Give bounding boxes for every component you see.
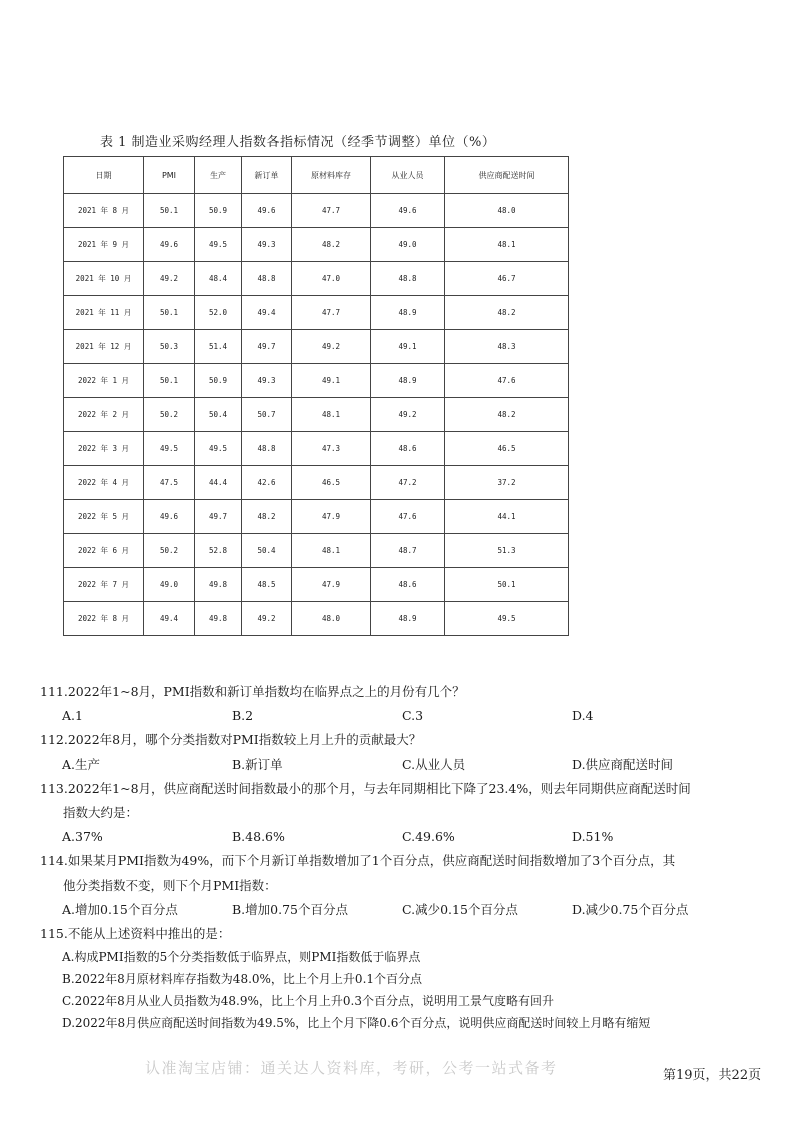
option[interactable]: D.51% — [572, 829, 614, 845]
question-114-stem-cont: 他分类指数不变，则下个月PMI指数： — [63, 877, 277, 893]
table-cell: 48.0 — [292, 602, 371, 636]
table-cell: 48.6 — [371, 432, 445, 466]
option[interactable]: B.新订单 — [232, 756, 283, 772]
table-row — [64, 262, 569, 296]
table-cell: 48.2 — [292, 228, 371, 262]
header-new-orders: 新订单 — [242, 157, 292, 194]
question-114-stem: 114.如果某月PMI指数为49%，而下个月新订单指数增加了1个百分点，供应商配送时间指数增加了3个百分点，其 — [40, 853, 676, 869]
option[interactable]: B.2 — [232, 708, 254, 724]
table-cell: 49.2 — [144, 262, 195, 296]
question-114-options — [40, 898, 770, 922]
table-cell: 2022 年 5 月 — [64, 500, 144, 534]
table-row — [64, 228, 569, 262]
table-row — [64, 364, 569, 398]
table-cell: 48.6 — [371, 568, 445, 602]
table-cell: 42.6 — [242, 466, 292, 500]
table-cell: 49.5 — [195, 432, 242, 466]
table-cell: 48.0 — [445, 194, 569, 228]
table-cell: 2022 年 6 月 — [64, 534, 144, 568]
table-cell: 50.9 — [195, 194, 242, 228]
option[interactable]: A.生产 — [62, 756, 101, 772]
table-cell: 49.3 — [242, 228, 292, 262]
table-row — [64, 534, 569, 568]
table-cell: 50.1 — [445, 568, 569, 602]
table-title: 表 1 制造业采购经理人指数各指标情况（经季节调整）单位（%） — [100, 135, 496, 150]
table-cell: 49.4 — [144, 602, 195, 636]
table-cell: 49.8 — [195, 602, 242, 636]
table-cell: 49.2 — [242, 602, 292, 636]
option[interactable]: A.增加0.15个百分点 — [62, 901, 178, 917]
table-cell: 47.7 — [292, 194, 371, 228]
table-cell: 49.5 — [144, 432, 195, 466]
table-cell: 2021 年 8 月 — [64, 194, 144, 228]
table-cell: 47.0 — [292, 262, 371, 296]
table-cell: 47.6 — [371, 500, 445, 534]
table-cell: 49.4 — [242, 296, 292, 330]
option[interactable]: A.37% — [62, 829, 103, 845]
option[interactable]: B.增加0.75个百分点 — [232, 901, 348, 917]
table-row — [64, 432, 569, 466]
table-cell: 51.4 — [195, 330, 242, 364]
table-cell: 47.2 — [371, 466, 445, 500]
table-cell: 49.7 — [242, 330, 292, 364]
table-cell: 46.7 — [445, 262, 569, 296]
table-cell: 52.8 — [195, 534, 242, 568]
option[interactable]: A.构成PMI指数的5个分类指数低于临界点，则PMI指数低于临界点 — [62, 950, 421, 965]
table-cell: 48.7 — [371, 534, 445, 568]
option[interactable]: C.从业人员 — [402, 756, 466, 772]
table-cell: 47.9 — [292, 568, 371, 602]
table-cell: 44.1 — [445, 500, 569, 534]
table-cell: 49.2 — [371, 398, 445, 432]
table-cell: 48.8 — [242, 432, 292, 466]
table-cell: 48.4 — [195, 262, 242, 296]
option[interactable]: C.49.6% — [402, 829, 455, 845]
header-employment: 从业人员 — [371, 157, 445, 194]
table-cell: 50.3 — [144, 330, 195, 364]
table-cell: 50.2 — [144, 398, 195, 432]
table-cell: 49.2 — [292, 330, 371, 364]
table-body — [64, 194, 569, 636]
pmi-data-table — [63, 156, 569, 636]
questions-section — [40, 680, 770, 1034]
table-row — [64, 568, 569, 602]
table-cell: 50.9 — [195, 364, 242, 398]
table-cell: 50.1 — [144, 296, 195, 330]
watermark-text: 认准淘宝店铺：通关达人资料库，考研，公考一站式备考 — [145, 1059, 558, 1077]
table-cell: 48.8 — [242, 262, 292, 296]
table-cell: 48.8 — [371, 262, 445, 296]
table-cell: 49.3 — [242, 364, 292, 398]
table-cell: 2022 年 7 月 — [64, 568, 144, 602]
option[interactable]: B.2022年8月原材料库存指数为48.0%，比上个月上升0.1个百分点 — [62, 972, 423, 987]
table-cell: 49.5 — [445, 602, 569, 636]
option[interactable]: B.48.6% — [232, 829, 285, 845]
table-cell: 51.3 — [445, 534, 569, 568]
table-cell: 48.1 — [445, 228, 569, 262]
table-cell: 2022 年 8 月 — [64, 602, 144, 636]
table-cell: 49.6 — [144, 500, 195, 534]
table-row — [64, 602, 569, 636]
table-cell: 48.9 — [371, 602, 445, 636]
table-cell: 46.5 — [445, 432, 569, 466]
header-pmi: PMI — [144, 157, 195, 194]
question-113-options — [40, 825, 770, 849]
table-cell: 50.1 — [144, 364, 195, 398]
table-cell: 49.5 — [195, 228, 242, 262]
table-cell: 49.6 — [242, 194, 292, 228]
question-111-stem: 111.2022年1~8月，PMI指数和新订单指数均在临界点之上的月份有几个？ — [40, 684, 465, 699]
table-cell: 48.5 — [242, 568, 292, 602]
table-cell: 48.1 — [292, 398, 371, 432]
table-cell: 49.7 — [195, 500, 242, 534]
table-cell: 47.9 — [292, 500, 371, 534]
option[interactable]: C.减少0.15个百分点 — [402, 901, 518, 917]
table-cell: 2021 年 12 月 — [64, 330, 144, 364]
table-cell: 50.4 — [242, 534, 292, 568]
header-production: 生产 — [195, 157, 242, 194]
question-112-stem: 112.2022年8月，哪个分类指数对PMI指数较上月上升的贡献最大？ — [40, 732, 422, 748]
table-cell: 49.1 — [371, 330, 445, 364]
table-row — [64, 194, 569, 228]
table-cell: 2021 年 9 月 — [64, 228, 144, 262]
table-cell: 50.7 — [242, 398, 292, 432]
table-cell: 47.6 — [445, 364, 569, 398]
question-113-stem-cont: 指数大约是： — [63, 805, 139, 821]
table-cell: 48.9 — [371, 296, 445, 330]
table-cell: 52.0 — [195, 296, 242, 330]
table-cell: 50.4 — [195, 398, 242, 432]
option[interactable]: D.2022年8月供应商配送时间指数为49.5%，比上个月下降0.6个百分点，说明供应商配送时间较上月略有缩短 — [62, 1016, 651, 1031]
table-cell: 47.7 — [292, 296, 371, 330]
table-cell: 46.5 — [292, 466, 371, 500]
table-cell: 2021 年 10 月 — [64, 262, 144, 296]
table-row — [64, 398, 569, 432]
question-113-stem: 113.2022年1~8月，供应商配送时间指数最小的那个月，与去年同期相比下降了23.4%，则去年同期供应商配送时间 — [40, 780, 691, 796]
table-cell: 2021 年 11 月 — [64, 296, 144, 330]
table-cell: 50.2 — [144, 534, 195, 568]
table-cell: 48.2 — [445, 296, 569, 330]
header-raw-material-inventory: 原材料库存 — [292, 157, 371, 194]
table-cell: 49.6 — [144, 228, 195, 262]
header-supplier-delivery-time: 供应商配送时间 — [445, 157, 569, 194]
table-cell: 50.1 — [144, 194, 195, 228]
option[interactable]: C.3 — [402, 708, 424, 724]
table-cell: 48.2 — [242, 500, 292, 534]
table-cell: 48.9 — [371, 364, 445, 398]
table-row — [64, 466, 569, 500]
table-cell: 49.0 — [371, 228, 445, 262]
table-cell: 47.3 — [292, 432, 371, 466]
table-cell: 49.8 — [195, 568, 242, 602]
table-cell: 47.5 — [144, 466, 195, 500]
option[interactable]: D.减少0.75个百分点 — [572, 901, 689, 917]
table-cell: 49.0 — [144, 568, 195, 602]
page-number: 第19页，共22页 — [663, 1068, 762, 1083]
option[interactable]: C.2022年8月从业人员指数为48.9%，比上个月上升0.3个百分点，说明用工景气度略有回升 — [62, 994, 554, 1009]
table-cell: 49.1 — [292, 364, 371, 398]
table-header-row — [64, 157, 569, 194]
table-cell: 2022 年 1 月 — [64, 364, 144, 398]
table-cell: 48.3 — [445, 330, 569, 364]
table-row — [64, 330, 569, 364]
table-cell: 37.2 — [445, 466, 569, 500]
table-row — [64, 500, 569, 534]
question-111-options — [40, 704, 770, 728]
option[interactable]: D.4 — [572, 708, 594, 724]
table-cell: 49.6 — [371, 194, 445, 228]
header-date: 日期 — [64, 157, 144, 194]
table-cell: 2022 年 3 月 — [64, 432, 144, 466]
option[interactable]: D.供应商配送时间 — [572, 756, 674, 772]
table-cell: 2022 年 4 月 — [64, 466, 144, 500]
question-115-stem: 115.不能从上述资料中推出的是： — [40, 926, 231, 942]
table-row — [64, 296, 569, 330]
table-cell: 48.2 — [445, 398, 569, 432]
option[interactable]: A.1 — [62, 708, 83, 724]
table-cell: 48.1 — [292, 534, 371, 568]
question-112-options — [40, 753, 770, 777]
table-cell: 2022 年 2 月 — [64, 398, 144, 432]
table-cell: 44.4 — [195, 466, 242, 500]
